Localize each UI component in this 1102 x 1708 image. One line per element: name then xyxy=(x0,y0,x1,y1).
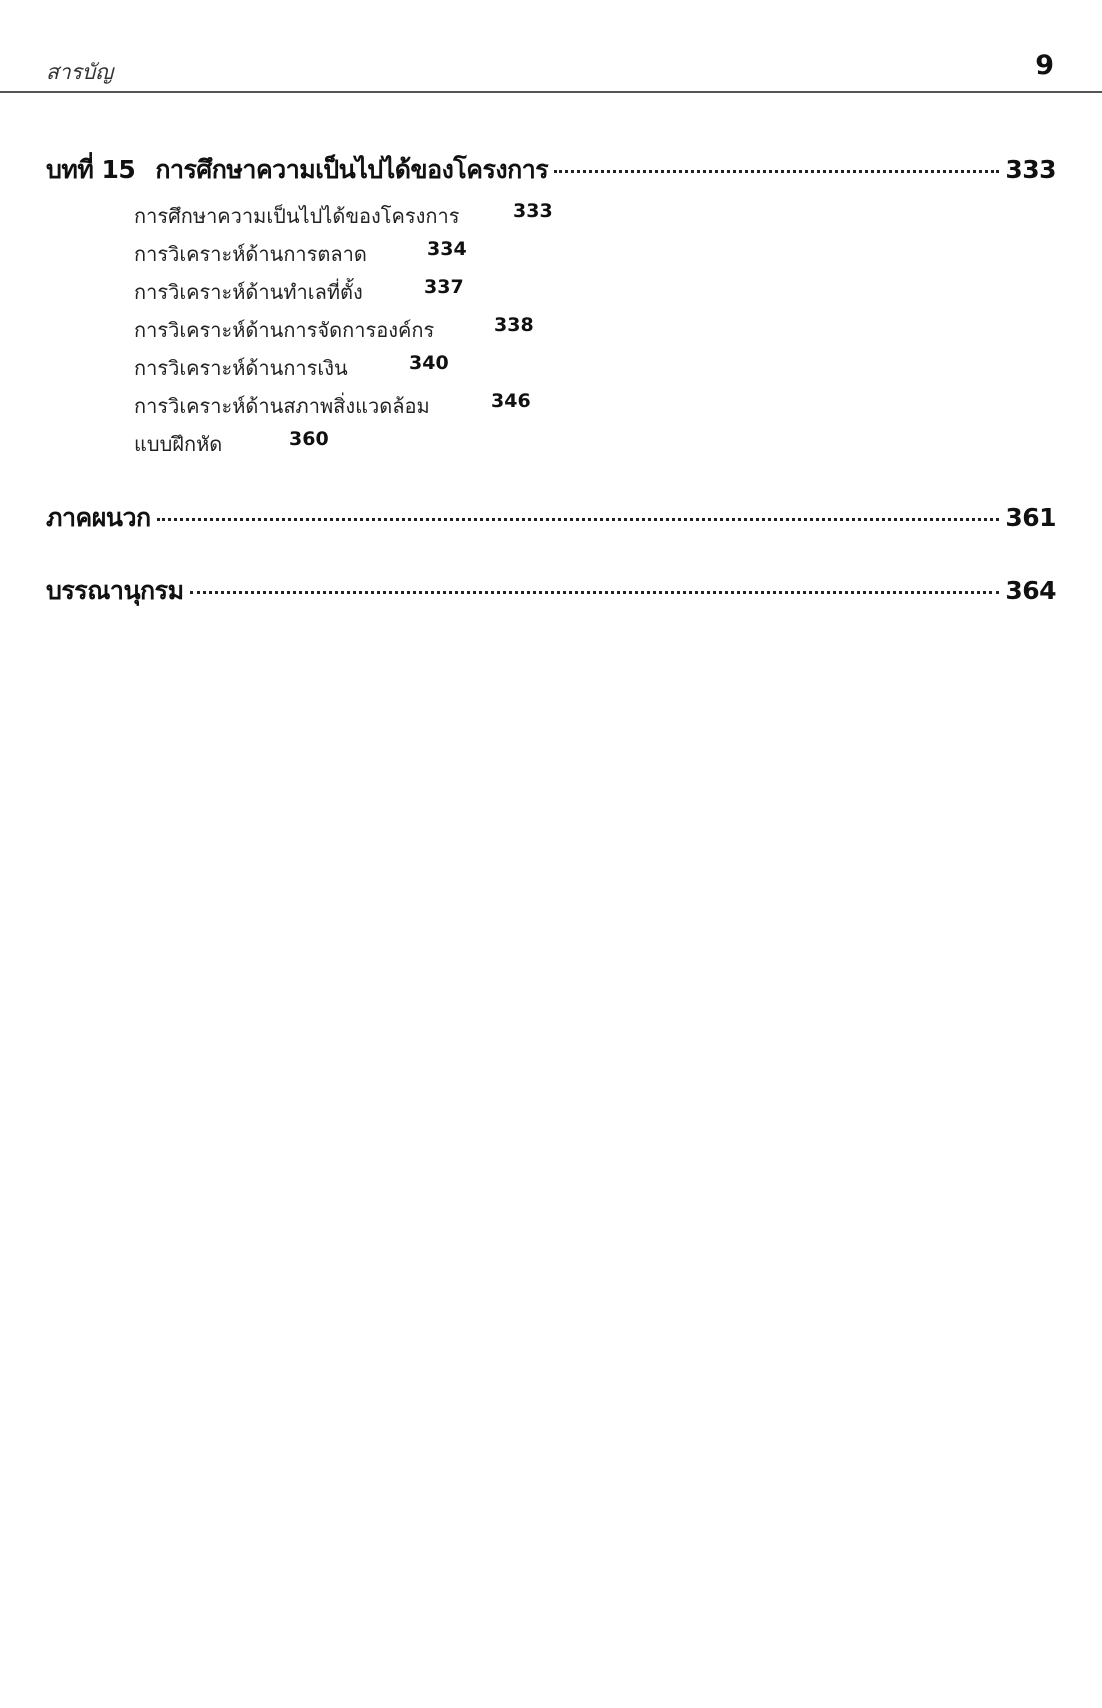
running-head: สารบัญ xyxy=(46,60,114,84)
section-page: 334 xyxy=(427,238,467,260)
toc-entry-appendix[interactable] xyxy=(46,498,1056,538)
dot-leader xyxy=(157,518,1000,521)
bibliography-title: บรรณานุกรม xyxy=(46,576,184,605)
appendix-title: ภาคผนวก xyxy=(46,503,151,532)
section-title: การวิเคราะห์ด้านสภาพสิ่งแวดล้อม xyxy=(134,394,430,418)
toc-entry-bibliography[interactable] xyxy=(46,571,1056,611)
section-title: แบบฝึกหัด xyxy=(134,432,223,456)
dot-leader xyxy=(190,591,1000,594)
chapter-title: การศึกษาความเป็นไปได้ของโครงการ xyxy=(155,155,549,184)
section-title: การวิเคราะห์ด้านทำเลที่ตั้ง xyxy=(134,280,363,304)
section-title: การศึกษาความเป็นไปได้ของโครงการ xyxy=(134,204,460,228)
appendix-page: 361 xyxy=(1005,503,1056,532)
toc-entry-chapter-15[interactable] xyxy=(46,150,1056,190)
section-title: การวิเคราะห์ด้านการเงิน xyxy=(134,356,348,380)
section-title: การวิเคราะห์ด้านการจัดการองค์กร xyxy=(134,318,435,342)
section-page: 340 xyxy=(409,352,449,374)
page-number: 9 xyxy=(1035,50,1054,81)
section-page: 338 xyxy=(494,314,534,336)
section-page: 337 xyxy=(424,276,464,298)
section-page: 346 xyxy=(491,390,531,412)
bibliography-page: 364 xyxy=(1005,576,1056,605)
dot-leader xyxy=(554,170,999,173)
section-page: 360 xyxy=(289,428,329,450)
chapter-number: บทที่ 15 xyxy=(46,155,136,184)
page-header xyxy=(0,0,1102,93)
chapter-page: 333 xyxy=(1005,155,1056,184)
section-title: การวิเคราะห์ด้านการตลาด xyxy=(134,242,367,266)
section-page: 333 xyxy=(513,200,553,222)
